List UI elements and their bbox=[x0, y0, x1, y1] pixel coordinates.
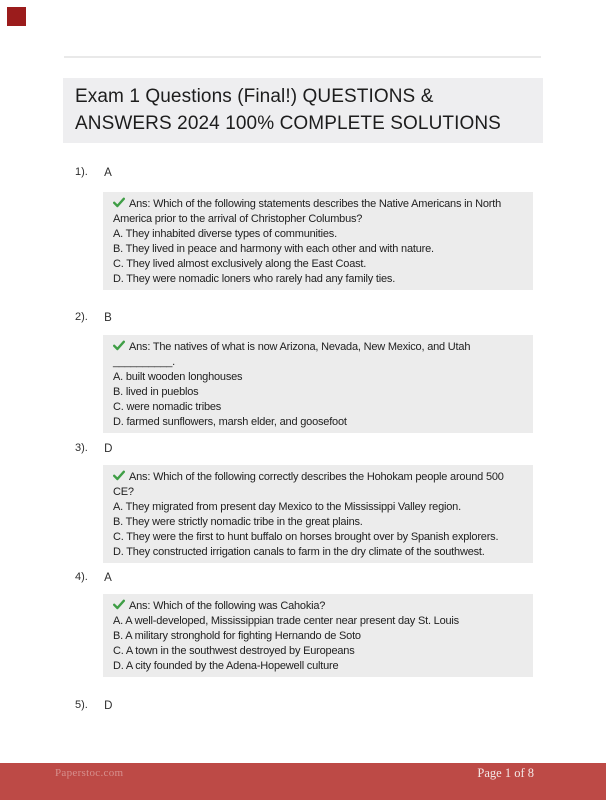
answer-line bbox=[113, 340, 525, 370]
answer-line bbox=[113, 599, 525, 614]
document-title-box bbox=[63, 78, 543, 143]
question-number: 5). bbox=[75, 699, 88, 711]
answer-text: Ans: Which of the following correctly describes the Hohokam people around 500 CE? bbox=[113, 471, 504, 498]
question-2-header bbox=[75, 311, 112, 323]
option-b: B. lived in pueblos bbox=[113, 386, 199, 398]
corner-red-mark bbox=[7, 7, 26, 26]
question-answer-letter: A bbox=[104, 167, 112, 179]
option-c: C. A town in the southwest destroyed by Europeans bbox=[113, 645, 355, 657]
option-a: A. They migrated from present day Mexico to the Mississippi Valley region. bbox=[113, 501, 461, 513]
option-d: D. They constructed irrigation canals to farm in the dry climate of the southwest. bbox=[113, 546, 485, 558]
question-3-answer-box bbox=[103, 465, 533, 563]
watermark-text: Paperstoc.com bbox=[55, 767, 124, 779]
option-c: C. were nomadic tribes bbox=[113, 401, 222, 413]
footer-bar bbox=[0, 763, 606, 800]
question-1-answer-box bbox=[103, 192, 533, 290]
answer-text: Ans: Which of the following statements describes the Native Americans in North America prior to the arrival of Christopher Columbus? bbox=[113, 198, 502, 225]
question-number: 4). bbox=[75, 571, 88, 583]
question-4-header bbox=[75, 571, 112, 583]
option-a: A. built wooden longhouses bbox=[113, 371, 243, 383]
question-answer-letter: D bbox=[104, 443, 113, 455]
question-number: 3). bbox=[75, 442, 88, 454]
answer-line bbox=[113, 470, 525, 500]
question-answer-letter: B bbox=[104, 312, 112, 324]
check-icon bbox=[113, 470, 125, 481]
check-icon bbox=[113, 197, 125, 208]
option-c: C. They were the first to hunt buffalo on horses brought over by Spanish explorers. bbox=[113, 531, 499, 543]
question-number: 2). bbox=[75, 311, 88, 323]
option-b: B. They lived in peace and harmony with each other and with nature. bbox=[113, 243, 434, 255]
option-b: B. They were strictly nomadic tribe in the great plains. bbox=[113, 516, 363, 528]
option-b: B. A military stronghold for fighting Hernando de Soto bbox=[113, 630, 361, 642]
question-4-answer-box bbox=[103, 594, 533, 677]
answer-text: Ans: Which of the following was Cahokia? bbox=[129, 600, 326, 612]
option-d: D. A city founded by the Adena-Hopewell culture bbox=[113, 660, 339, 672]
check-icon bbox=[113, 340, 125, 351]
answer-line bbox=[113, 197, 525, 227]
page-title-line-1: Exam 1 Questions (Final!) QUESTIONS & bbox=[75, 86, 434, 107]
option-a: A. A well-developed, Mississippian trade center near present day St. Louis bbox=[113, 615, 459, 627]
question-5-header bbox=[75, 699, 112, 711]
option-d: D. They were nomadic loners who rarely had any family ties. bbox=[113, 273, 396, 285]
question-number: 1). bbox=[75, 166, 88, 178]
question-answer-letter: A bbox=[104, 572, 112, 584]
page-title-line-2: ANSWERS 2024 100% COMPLETE SOLUTIONS bbox=[75, 113, 501, 134]
option-c: C. They lived almost exclusively along the East Coast. bbox=[113, 258, 367, 270]
option-a: A. They inhabited diverse types of communities. bbox=[113, 228, 337, 240]
answer-text: Ans: The natives of what is now Arizona, Nevada, New Mexico, and Utah __________. bbox=[113, 341, 471, 368]
question-2-answer-box bbox=[103, 335, 533, 433]
option-d: D. farmed sunflowers, marsh elder, and goosefoot bbox=[113, 416, 347, 428]
page-number-label: Page 1 of 8 bbox=[477, 766, 534, 780]
check-icon bbox=[113, 599, 125, 610]
question-1-header bbox=[75, 166, 112, 178]
top-divider bbox=[64, 56, 541, 58]
question-3-header bbox=[75, 442, 112, 454]
question-answer-letter: D bbox=[104, 700, 113, 712]
